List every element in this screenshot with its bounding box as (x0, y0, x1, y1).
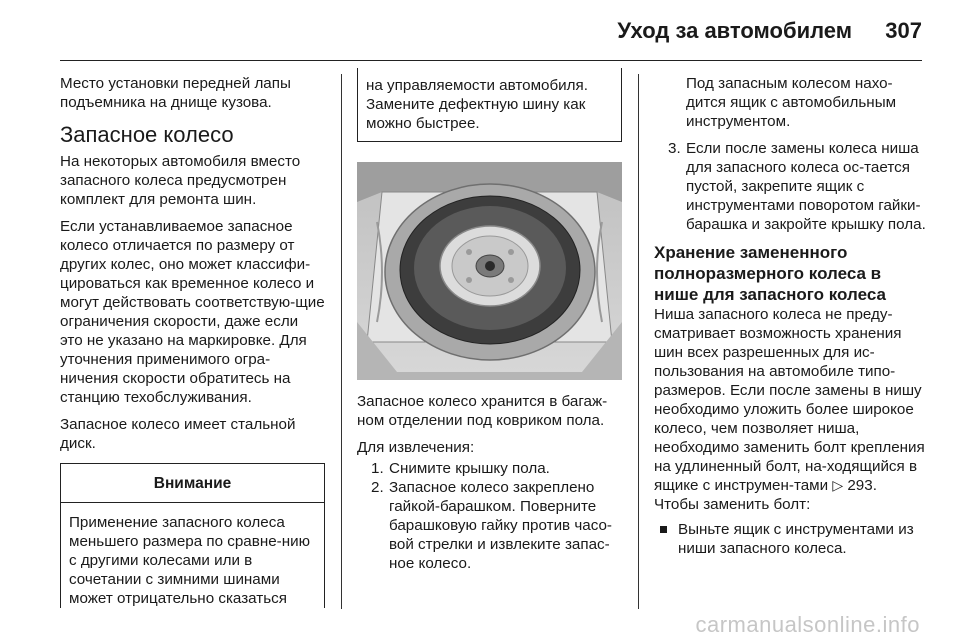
warning-box-continued (357, 68, 622, 142)
warning-box (60, 463, 325, 608)
removal-steps-list-continued (654, 74, 926, 234)
step-number: 2. (371, 479, 384, 496)
paragraph-text: . Чтобы заменить болт: (654, 477, 877, 513)
paragraph: Если устанавливаемое запасное колесо отличается по размеру от других колес, оно может классифи-цироваться как временное колесо и могут действовать соответствую-щие ограничения скорости, даже если это не указано на маркировке. Для уточнения применимого огра-ничения скорости обратитесь на станцию техобслуживания. (60, 218, 325, 406)
warning-title: Внимание (61, 464, 324, 503)
removal-steps-list (357, 459, 622, 573)
column-2 (357, 74, 622, 573)
intro-paragraph: Место установки передней лапы подъемника на днище кузова. (60, 75, 291, 111)
list-item (654, 74, 926, 131)
bullet-list (654, 520, 926, 558)
step-text: Запасное колесо закреплено гайкой-барашком. Поверните барашковую гайку против часо-вой стрелки и извлеките запас-ное колесо. (389, 479, 612, 572)
watermark: carmanualsonline.info (695, 612, 920, 637)
bullet-text: Выньте ящик с инструментами из ниши запасного колеса. (678, 521, 914, 557)
column-1 (60, 74, 325, 608)
paragraph: На некоторых автомобиля вместо запасного колеса предусмотрен комплект для ремонта шин. (60, 153, 301, 208)
section-heading-storage: Хранение замененного полноразмерного колеса в нише для запасного колеса (654, 243, 886, 304)
paragraph: Запасное колесо имеет стальной диск. (60, 416, 296, 452)
paragraph (654, 305, 926, 514)
section-heading-spare-wheel: Запасное колесо (60, 122, 234, 147)
step-text-continued: Под запасным колесом нахо-дится ящик с автомобильным инструментом. (686, 75, 897, 130)
page-header (60, 14, 922, 61)
page-number: 307 (885, 18, 922, 43)
spare-wheel-illustration (357, 162, 622, 380)
column-3 (654, 74, 926, 558)
paragraph-text: Ниша запасного колеса не преду-сматривает возможность хранения шин всех разрешенных для ис-пользования на автомобиле типо-размеров. Если после замены в нишу необходимо уложить более широкое колесо, чем позволяет ниша, необходимо заменить болт крепления на удлиненный болт, на-ходящийся в ящике с инструмен-тами (654, 306, 925, 494)
step-text: Если после замены колеса ниша для запасного колеса ос-тается пустой, закрепите ящик с инструментами поворотом гайки-барашка и закройте крышку пола. (686, 140, 926, 233)
column-divider (638, 74, 639, 609)
paragraph: Запасное колесо хранится в багаж-ном отделении под ковриком пола. (357, 393, 608, 429)
page-reference-icon: ▷ (832, 477, 844, 493)
list-item (357, 478, 622, 573)
warning-text: Применение запасного колеса меньшего размера по сравне-нию с другими колесами или в сочетании с зимними шинами может отрицательно сказаться (69, 514, 310, 607)
column-divider (341, 74, 342, 609)
list-item (654, 139, 926, 234)
page-title: Уход за автомобилем (617, 18, 852, 43)
paragraph: Для извлечения: (357, 439, 475, 456)
list-item (357, 459, 622, 478)
list-item (654, 520, 926, 558)
warning-text-continued: на управляемости автомобиля. Замените дефектную шину как можно быстрее. (366, 77, 588, 132)
page-reference[interactable]: 293 (847, 477, 873, 494)
step-number: 3. (668, 140, 681, 157)
step-text: Снимите крышку пола. (389, 460, 550, 477)
bullet-icon (660, 526, 667, 533)
step-number: 1. (371, 460, 384, 477)
